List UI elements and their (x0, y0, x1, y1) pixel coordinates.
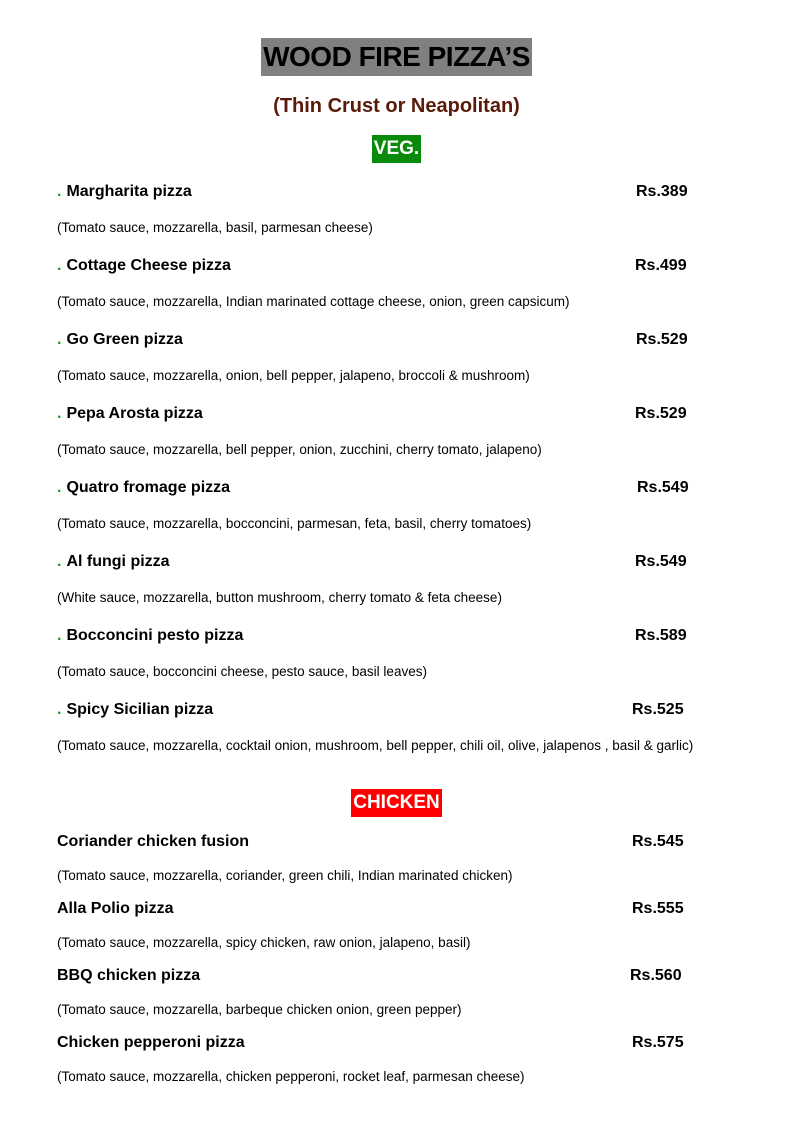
bullet-dot: . (57, 553, 62, 570)
item-description: (Tomato sauce, mozzarella, cocktail onion, mushroom, bell pepper, chili oil, olive, jalapenos , basil & garlic) (57, 738, 694, 753)
veg-section-header (0, 135, 793, 163)
item-description: (Tomato sauce, mozzarella, onion, bell pepper, jalapeno, broccoli & mushroom) (57, 368, 530, 383)
item-description: (Tomato sauce, mozzarella, bell pepper, onion, zucchini, cherry tomato, jalapeno) (57, 442, 542, 457)
item-price: Rs.529 (635, 405, 687, 422)
item-price: Rs.589 (635, 627, 687, 644)
item-name (57, 552, 170, 572)
item-name-text: Go Green pizza (66, 331, 183, 348)
item-name-text: Bocconcini pesto pizza (66, 627, 244, 644)
page-title: WOOD FIRE PIZZA’S (261, 38, 532, 76)
bullet-dot: . (57, 479, 62, 496)
item-description: (Tomato sauce, mozzarella, bocconcini, parmesan, feta, basil, cherry tomatoes) (57, 516, 532, 531)
item-name (57, 626, 243, 646)
item-price: Rs.560 (630, 967, 682, 984)
item-name (57, 256, 231, 276)
item-description: (Tomato sauce, mozzarella, spicy chicken, raw onion, jalapeno, basil) (57, 935, 471, 950)
page-subtitle: (Thin Crust or Neapolitan) (273, 95, 520, 117)
chicken-section-label: CHICKEN (351, 789, 442, 817)
bullet-dot: . (57, 331, 62, 348)
item-name-text: Cottage Cheese pizza (66, 257, 231, 274)
item-name (57, 700, 213, 720)
item-name-text: Margharita pizza (66, 183, 192, 200)
item-name (57, 478, 230, 498)
item-name: Coriander chicken fusion (57, 833, 250, 850)
item-price: Rs.389 (636, 183, 688, 200)
item-description: (Tomato sauce, mozzarella, Indian marinated cottage cheese, onion, green capsicum) (57, 294, 570, 309)
item-price: Rs.575 (632, 1034, 684, 1051)
item-price: Rs.525 (632, 701, 684, 718)
item-price: Rs.545 (632, 833, 684, 850)
item-name-text: Al fungi pizza (66, 553, 170, 570)
item-name: BBQ chicken pizza (57, 967, 201, 984)
item-name (57, 330, 183, 350)
item-price: Rs.499 (635, 257, 687, 274)
veg-section-label: VEG. (372, 135, 421, 163)
item-description: (Tomato sauce, mozzarella, barbeque chicken onion, green pepper) (57, 1002, 462, 1017)
item-name: Alla Polio pizza (57, 900, 174, 917)
bullet-dot: . (57, 405, 62, 422)
title-container (0, 38, 793, 76)
item-name-text: Spicy Sicilian pizza (66, 701, 214, 718)
item-price: Rs.529 (636, 331, 688, 348)
bullet-dot: . (57, 701, 62, 718)
item-price: Rs.549 (637, 479, 689, 496)
item-name: Chicken pepperoni pizza (57, 1034, 245, 1051)
item-description: (Tomato sauce, bocconcini cheese, pesto sauce, basil leaves) (57, 664, 427, 679)
chicken-section-header (0, 789, 793, 817)
item-description: (Tomato sauce, mozzarella, chicken pepperoni, rocket leaf, parmesan cheese) (57, 1069, 525, 1084)
item-name (57, 182, 192, 202)
bullet-dot: . (57, 627, 62, 644)
item-description: (Tomato sauce, mozzarella, basil, parmesan cheese) (57, 220, 373, 235)
bullet-dot: . (57, 183, 62, 200)
item-name (57, 404, 203, 424)
item-description: (Tomato sauce, mozzarella, coriander, green chili, Indian marinated chicken) (57, 868, 513, 883)
bullet-dot: . (57, 257, 62, 274)
item-price: Rs.555 (632, 900, 684, 917)
item-name-text: Pepa Arosta pizza (66, 405, 203, 422)
item-name-text: Quatro fromage pizza (66, 479, 231, 496)
item-description: (White sauce, mozzarella, button mushroom, cherry tomato & feta cheese) (57, 590, 502, 605)
item-price: Rs.549 (635, 553, 687, 570)
